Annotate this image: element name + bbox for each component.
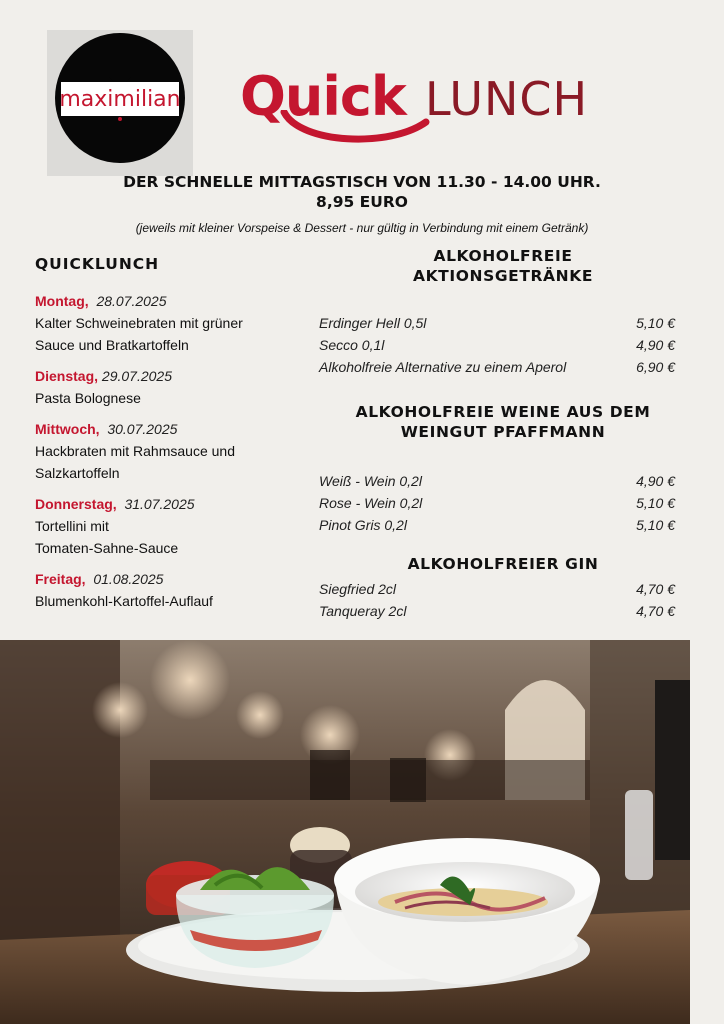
day-name: Montag,: [35, 293, 89, 309]
day-label: [35, 493, 305, 515]
day-name: Mittwoch,: [35, 421, 100, 437]
drink-price: 4,90 €: [636, 473, 675, 489]
drinks-section-title: [316, 246, 690, 286]
day-name: Donnerstag,: [35, 496, 117, 512]
day-item: [35, 568, 305, 612]
day-date: 01.08.2025: [93, 571, 164, 587]
dish-line: Tortellini mit: [35, 518, 109, 534]
headline: [0, 172, 724, 212]
drink-row: [319, 473, 675, 489]
drink-row: [319, 495, 675, 511]
drinks-section-title: [316, 554, 690, 574]
headline-price: 8,95 EURO: [316, 193, 408, 211]
day-name: Dienstag,: [35, 368, 99, 384]
day-label: [35, 365, 305, 387]
drink-price: 5,10 €: [636, 495, 675, 511]
restaurant-photo: [0, 640, 690, 1024]
day-label: [35, 418, 305, 440]
dish-line: Salzkartoffeln: [35, 465, 120, 481]
drink-price: 5,10 €: [636, 517, 675, 533]
drink-row: [319, 315, 675, 331]
logo-circle: [55, 33, 185, 163]
drink-name: Alkoholfreie Alternative zu einem Aperol: [319, 359, 567, 375]
dish-line: Tomaten-Sahne-Sauce: [35, 540, 179, 556]
day-date: 28.07.2025: [96, 293, 167, 309]
day-name: Freitag,: [35, 571, 86, 587]
section-title-line: ALKOHOLFREIE: [433, 247, 573, 265]
drink-price: 4,90 €: [636, 337, 675, 353]
dish-line: Blumenkohl-Kartoffel-Auflauf: [35, 593, 213, 609]
day-item: [35, 290, 305, 356]
day-date: 30.07.2025: [107, 421, 178, 437]
day-item: [35, 493, 305, 559]
drink-row: [319, 603, 675, 619]
dish-line: Sauce und Bratkartoffeln: [35, 337, 189, 353]
section-title-line: ALKOHOLFREIER GIN: [407, 555, 599, 573]
section-title-line: AKTIONSGETRÄNKE: [412, 267, 594, 285]
day-label: [35, 568, 305, 590]
drink-price: 5,10 €: [636, 315, 675, 331]
drink-name: Pinot Gris 0,2l: [319, 517, 407, 533]
drink-price: 4,70 €: [636, 581, 675, 597]
drink-row: [319, 581, 675, 597]
menu-title: QUICKLUNCH: [35, 255, 160, 273]
logo: [47, 30, 193, 176]
drink-name: Rose - Wein 0,2l: [319, 495, 423, 511]
dish-line: Kalter Schweinebraten mit grüner: [35, 315, 243, 331]
photo-illustration: [0, 640, 690, 1024]
day-date: 31.07.2025: [124, 496, 195, 512]
drink-row: [319, 337, 675, 353]
brand-quick: Quick: [240, 65, 406, 128]
drink-row: [319, 359, 675, 375]
headline-note: (jeweils mit kleiner Vorspeise & Dessert - nur gültig in Verbindung mit einem Getränk): [135, 221, 589, 235]
day-item: [35, 365, 305, 409]
day-date: 29.07.2025: [101, 368, 172, 384]
drink-name: Siegfried 2cl: [319, 581, 397, 597]
logo-dot: [118, 117, 122, 121]
dish-line: Pasta Bolognese: [35, 390, 141, 406]
logo-text: maximilian: [59, 86, 181, 112]
drink-price: 4,70 €: [636, 603, 675, 619]
logo-band: [61, 82, 179, 116]
day-label: [35, 290, 305, 312]
drink-name: Erdinger Hell 0,5l: [319, 315, 427, 331]
brand-lunch: LUNCH: [425, 72, 589, 126]
section-title-line: ALKOHOLFREIE WEINE AUS DEM: [355, 403, 651, 421]
drink-name: Weiß - Wein 0,2l: [319, 473, 422, 489]
section-title-line: WEINGUT PFAFFMANN: [400, 423, 606, 441]
drink-name: Tanqueray 2cl: [319, 603, 407, 619]
drink-name: Secco 0,1l: [319, 337, 385, 353]
drink-price: 6,90 €: [636, 359, 675, 375]
day-item: [35, 418, 305, 484]
drinks-section-title: [316, 402, 690, 442]
headline-time: DER SCHNELLE MITTAGSTISCH VON 11.30 - 14.00 UHR.: [123, 173, 601, 191]
drink-row: [319, 517, 675, 533]
dish-line: Hackbraten mit Rahmsauce und: [35, 443, 235, 459]
